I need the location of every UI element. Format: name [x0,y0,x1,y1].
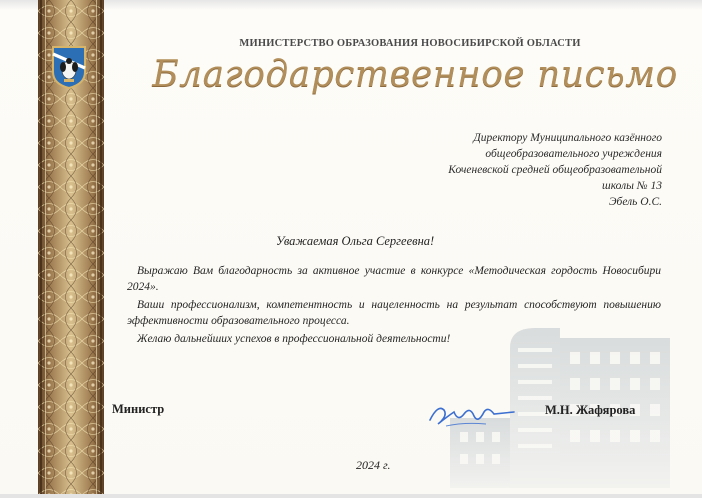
greeting: Уважаемая Ольга Сергеевна! [276,234,435,248]
ministry-heading: МИНИСТЕРСТВО ОБРАЗОВАНИЯ НОВОСИБИРСКОЙ ОБЛАСТИ [239,38,581,49]
addressee-line: Эбель О.С. [609,196,662,208]
signatory-position: Министр [112,402,165,416]
body-paragraph: Ваши профессионализм, компетентность и нацеленность на результат способствуют повышению эффективности образовательного процесса. [127,299,661,327]
scan-shadow-top [0,0,702,10]
signatory-name: М.Н. Жафярова [545,403,636,417]
body-paragraph: Желаю дальнейших успехов в профессиональной деятельности! [137,333,451,345]
document-title: Благодарственное письмо [152,54,678,95]
body-paragraph: Выражаю Вам благодарность за активное участие в конкурсе «Методическая гордость Новосибири 2024». [127,265,661,293]
addressee-line: общеобразовательного учреждения [485,148,662,160]
letter-body [127,264,661,351]
addressee-line: Коченевской средней общеобразовательной [448,164,662,176]
addressee-block [402,130,662,210]
handwritten-signature [424,396,520,432]
document-date: 2024 г. [356,458,391,472]
novosibirsk-coat-of-arms-icon [50,44,88,90]
addressee-line: школы № 13 [602,180,662,192]
scan-shadow-bottom [0,494,702,498]
addressee-line: Директору Муниципального казённого [473,132,662,144]
